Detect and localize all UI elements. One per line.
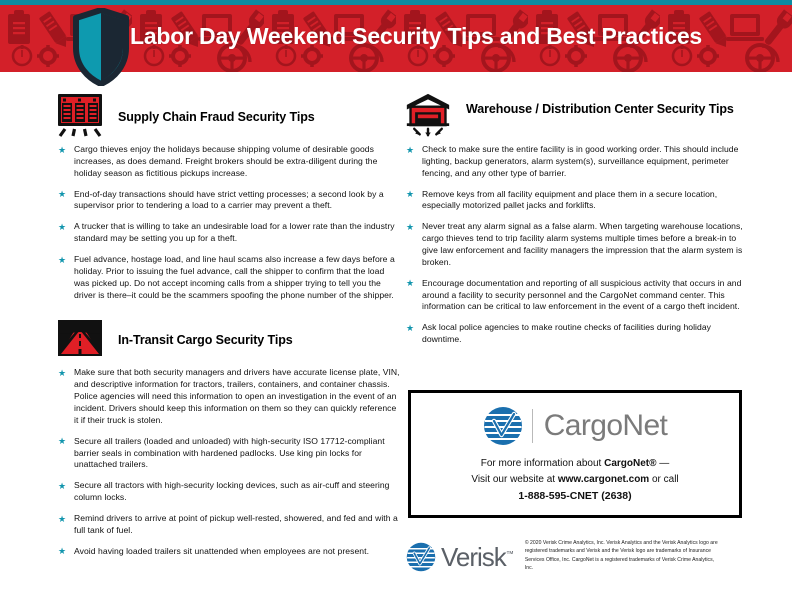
tip-text: Encourage documentation and reporting of all suspicious activity that occurs in and around a facility to security personnel and the CargoNet command center. This information can be critical to law enforcement in the event of a cargo theft incident.	[422, 277, 742, 312]
tip-text: A trucker that is willing to take an undesirable load for a lower rate than the industry standard may be setting you up for a theft.	[74, 221, 395, 244]
verisk-wordmark: Verisk™	[441, 542, 513, 572]
section-title-in-transit: In-Transit Cargo Security Tips	[118, 333, 293, 348]
tip-item	[404, 189, 750, 213]
star-bullet-icon: ★	[58, 367, 67, 378]
tips-list-in-transit	[56, 367, 400, 557]
cargonet-line-1: For more information about CargoNet® —	[480, 458, 670, 469]
tips-list-supply-chain	[56, 144, 400, 301]
cargonet-contact-text	[471, 456, 678, 504]
section-header-supply-chain	[56, 92, 400, 138]
tip-text: Make sure that both security managers and drivers have accurate license plate, VIN, and descriptive information for tractors, trailers, containers, and container chassis. Police agencies will need this information to open an investigation in the event of an incident. Drivers should keep this information on them so they can quickly reference it if their truck is stolen.	[74, 367, 400, 425]
cargonet-contact-box	[408, 390, 742, 518]
star-bullet-icon: ★	[58, 189, 67, 200]
cargonet-wordmark: CargoNet	[543, 409, 668, 442]
tip-text: End-of-day transactions should have strict vetting processes; a second look by a supervisor prior to tendering a load to a carrier may prevent a theft.	[74, 188, 384, 211]
star-bullet-icon: ★	[406, 221, 415, 232]
cargonet-logo-icon	[483, 406, 523, 446]
star-bullet-icon: ★	[406, 189, 415, 200]
cargonet-logo-lockup	[483, 406, 668, 446]
tip-text: Secure all tractors with high-security locking devices, such as air-cuff and steering column locks.	[74, 480, 390, 503]
section-title-supply-chain: Supply Chain Fraud Security Tips	[118, 110, 315, 124]
left-column	[56, 92, 400, 567]
section-header-in-transit	[56, 315, 400, 361]
shield-icon	[72, 8, 130, 86]
right-column	[404, 92, 750, 355]
section-title-warehouse: Warehouse / Distribution Center Security Tips	[466, 102, 734, 116]
cargonet-line-2: Visit our website at www.cargonet.com or call	[471, 473, 679, 485]
trademark-symbol: ™	[505, 549, 513, 559]
star-bullet-icon: ★	[58, 513, 67, 524]
tips-list-warehouse	[404, 144, 750, 346]
tip-text: Avoid having loaded trailers sit unattended when employees are not present.	[74, 545, 370, 556]
star-bullet-icon: ★	[406, 322, 415, 333]
tip-text: Fuel advance, hostage load, and line haul scams also increase a few days before a holiday. Prior to issuing the fuel advance, call the shipper to confirm that the load was picked up. Do not accept incoming calls from a shipper trying to tell you the driver is there–it could be the scammers spoofing the phone number of the shipper.	[74, 254, 395, 300]
tip-text: Never treat any alarm signal as a false alarm. When targeting warehouse locations, cargo thieves tend to trip facility alarm systems multiple times before a break-in to give law enforcement and facility managers the impression that the alarm system is broken.	[422, 221, 743, 267]
tip-item	[56, 480, 400, 504]
tip-text: Remind drivers to arrive at point of pickup well-rested, showered, and fed and with a full tank of fuel.	[74, 513, 398, 535]
tip-item	[56, 189, 400, 213]
star-bullet-icon: ★	[58, 221, 67, 232]
tip-text: Remove keys from all facility equipment and place them in a secure location, especially motorized pallet jacks and forklifts.	[422, 188, 718, 211]
star-bullet-icon: ★	[58, 546, 67, 557]
cargonet-phone-number[interactable]: 1-888-595-CNET (2638)	[518, 490, 632, 502]
verisk-logo-lockup	[406, 536, 513, 572]
highway-road-icon	[56, 315, 104, 361]
loading-dock-icon	[56, 92, 104, 138]
tip-item	[404, 278, 750, 314]
star-bullet-icon: ★	[58, 254, 67, 265]
cargonet-website-link[interactable]: www.cargonet.com	[557, 473, 650, 485]
page-title: Labor Day Weekend Security Tips and Best Practices	[129, 22, 703, 49]
tip-item	[404, 144, 750, 180]
tip-item	[56, 513, 400, 537]
tip-item	[56, 546, 400, 558]
verisk-logo-icon	[406, 542, 436, 572]
star-bullet-icon: ★	[58, 436, 67, 447]
verisk-footer	[406, 536, 746, 573]
tip-item	[56, 221, 400, 245]
warehouse-icon	[404, 92, 452, 138]
star-bullet-icon: ★	[406, 278, 415, 289]
tip-text: Ask local police agencies to make routine checks of facilities during holiday downtime.	[422, 322, 712, 345]
tip-text: Cargo thieves enjoy the holidays because shipping volume of desirable goods increases, as does demand. Freight brokers should be extra-diligent during the holiday season as fictitious pickups increase.	[74, 144, 378, 178]
star-bullet-icon: ★	[58, 144, 67, 155]
tip-text: Secure all trailers (loaded and unloaded) with high-security ISO 17712-compliant barrier seals in combination with hardened padlocks. Use king pin locks for unattached trailers.	[74, 435, 385, 470]
tip-item	[404, 221, 750, 268]
tip-text: Check to make sure the entire facility is in good working order. This should include lighting, backup generators, alarm system(s), surveillance equipment, perimeter fencing, and any other type of barrier.	[422, 144, 739, 178]
tip-item	[56, 144, 400, 180]
star-bullet-icon: ★	[406, 144, 415, 155]
tip-item	[404, 322, 750, 346]
tip-item	[56, 367, 400, 426]
copyright-text: © 2020 Verisk Crime Analytics, Inc. Verisk Analytics and the Verisk Analytics logo are registered trademarks and Verisk and the Verisk logo are trademarks of Insurance Services Office, Inc. CargoNet is a registered trademarks of Verisk Crime Analytics, Inc.	[524, 540, 718, 572]
logo-divider	[532, 409, 533, 443]
tip-item	[56, 436, 400, 472]
tip-item	[56, 254, 400, 301]
section-header-warehouse	[404, 92, 750, 138]
star-bullet-icon: ★	[58, 480, 67, 491]
